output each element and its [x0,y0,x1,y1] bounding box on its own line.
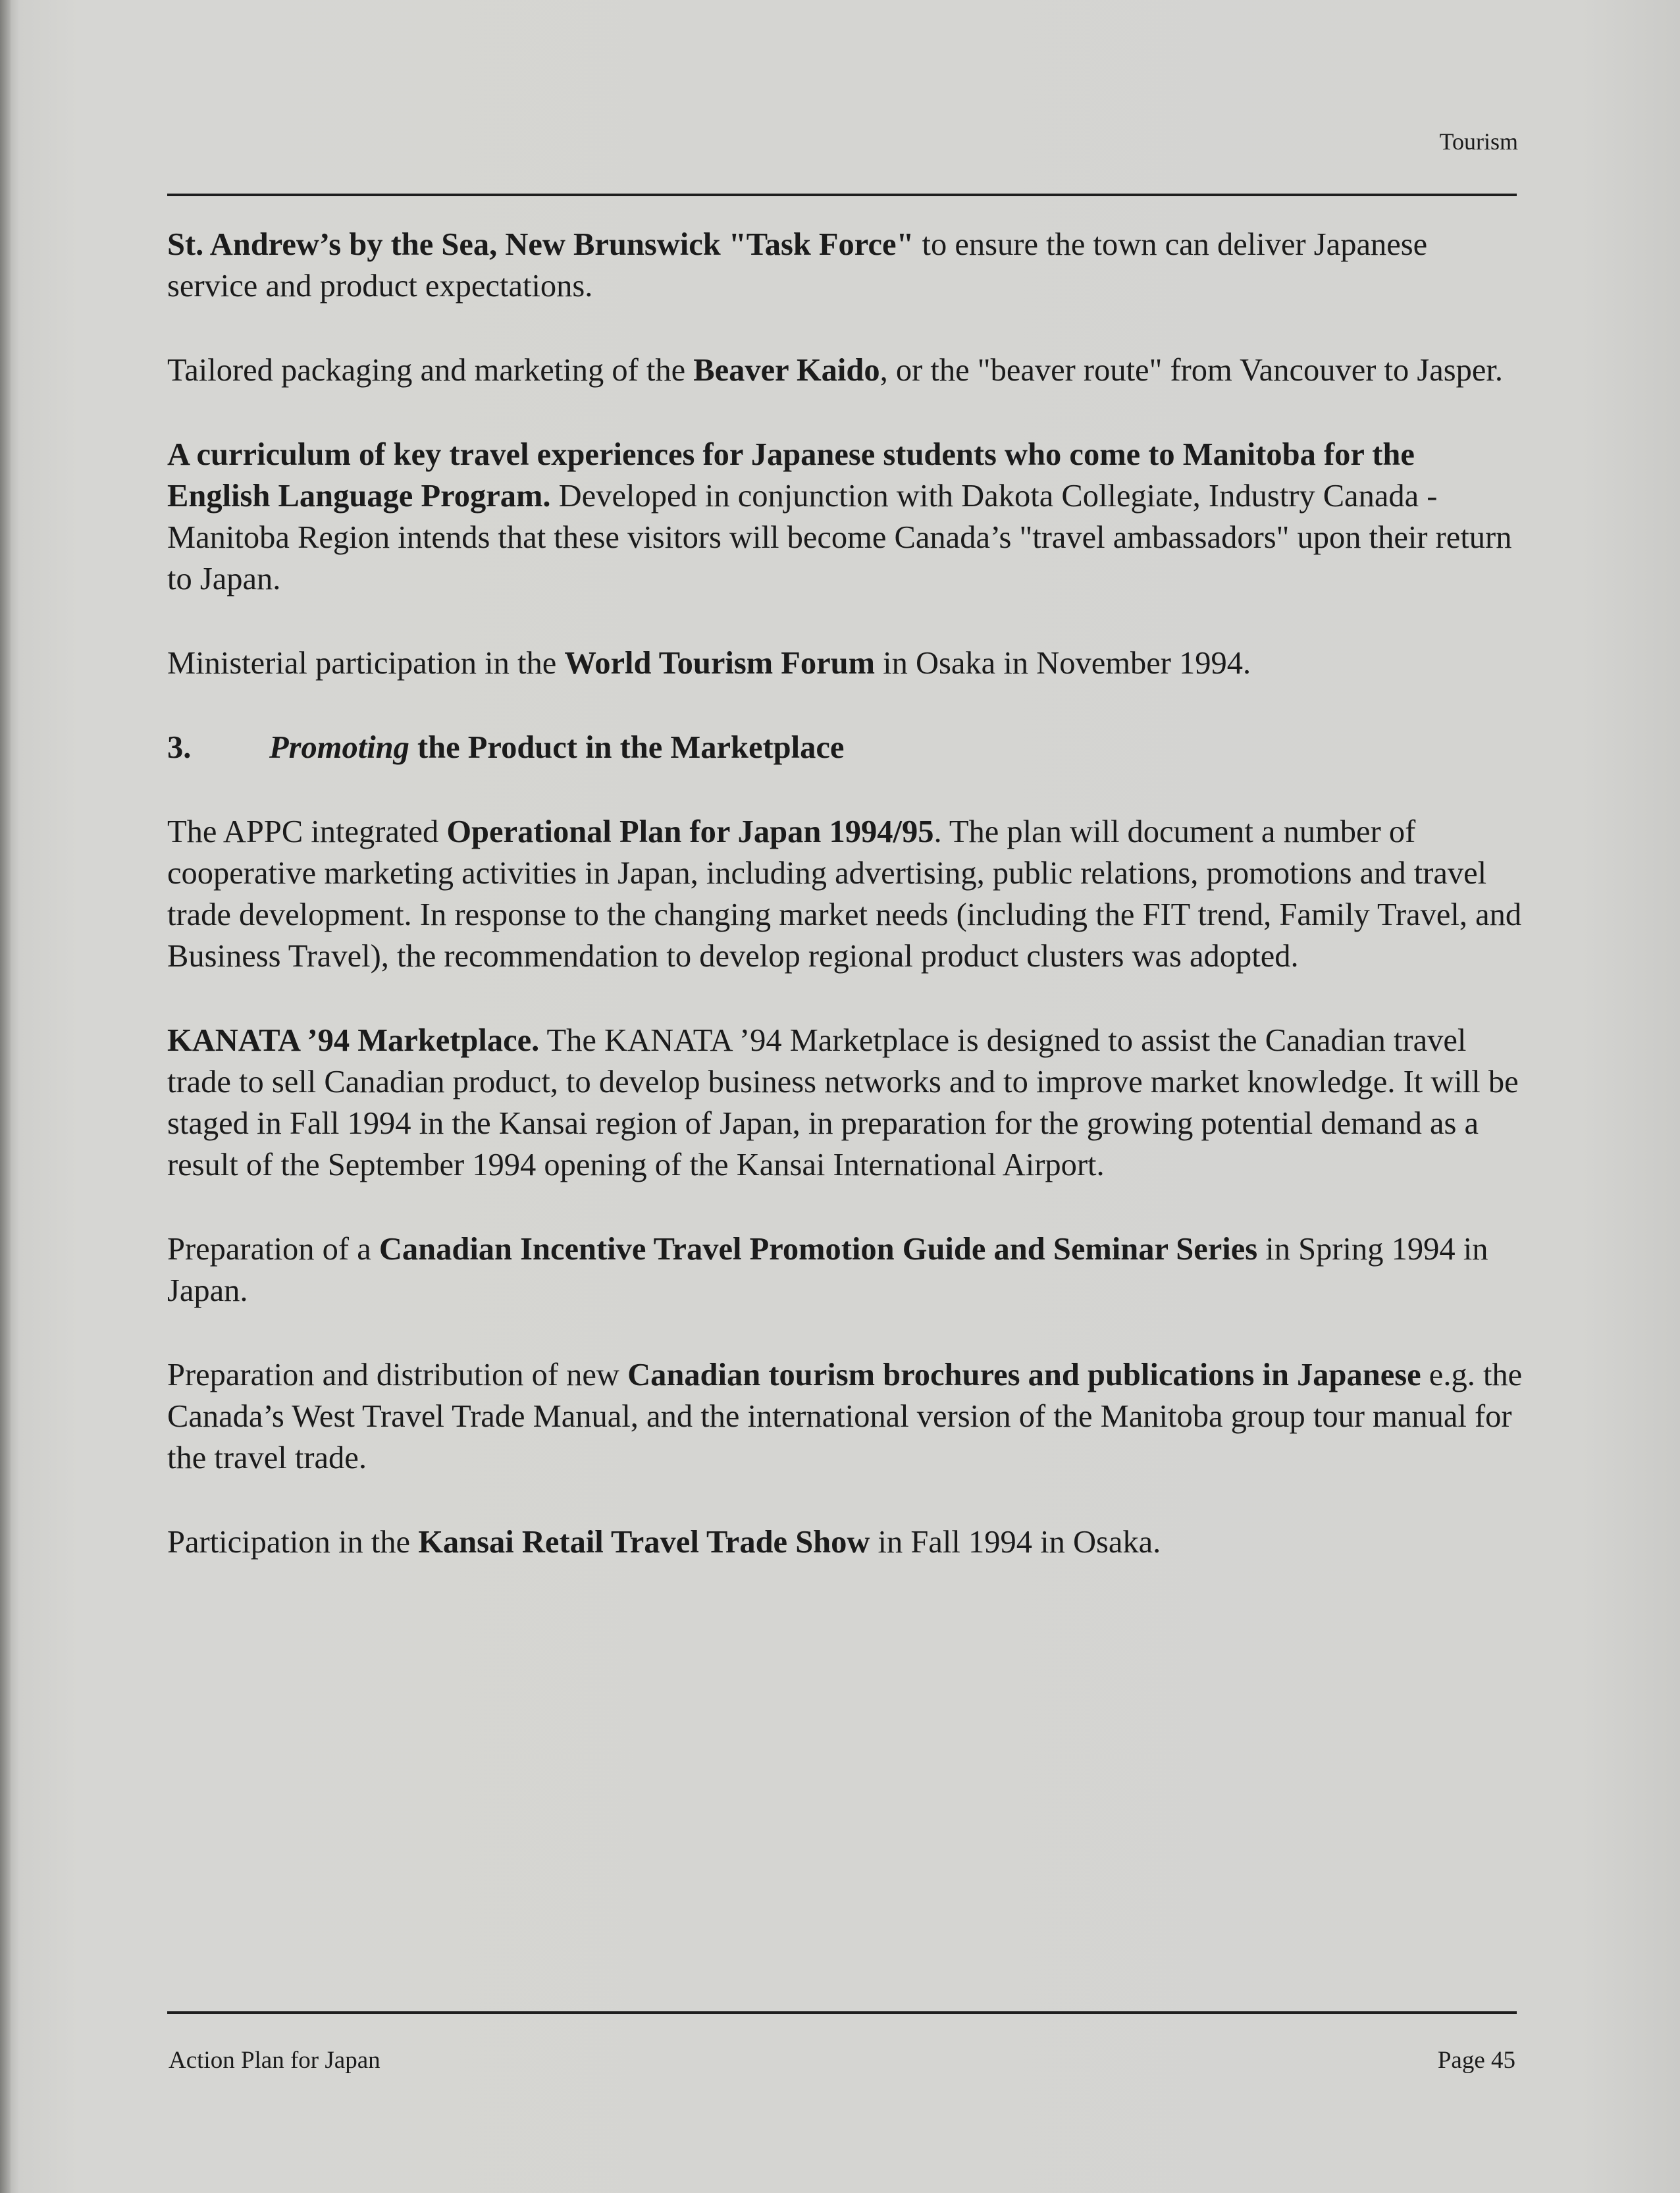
paragraph-text: Developed in conjunction with Dakota Collegiate, Industry Canada - Manitoba Region intends that these visitors will become Canada’s "travel ambassadors" upon their return to Japan. [167,479,1512,596]
page-body [167,224,1523,1606]
section-title-rest: the Product in the Marketplace [409,730,845,765]
paragraph-incentive-guide [167,1229,1523,1311]
paragraph-text: Participation in the [167,1525,419,1560]
paragraph-task-force [167,224,1523,307]
section-title [269,727,844,768]
running-header: Tourism [1439,128,1518,155]
paragraph-text: Tailored packaging and marketing of the [167,353,694,388]
footer-rule [167,2011,1517,2014]
bold-phrase: A curriculum of key travel experiences for Japanese students who come to Manitoba for the English Language Program. [167,437,1415,514]
paragraph-text: Preparation of a [167,1232,379,1267]
bold-phrase: World Tourism Forum [564,646,876,681]
header-rule [167,194,1517,196]
paragraph-beaver-kaido [167,350,1523,391]
bold-phrase: KANATA ’94 Marketplace. [167,1023,540,1058]
paragraph-text: e.g. the Canada’s West Travel Trade Manual, and the international version of the Manitoba group tour manual for the travel trade. [167,1358,1523,1475]
paragraph-text: , or the "beaver route" from Vancouver to Jasper. [879,353,1504,388]
bold-phrase: St. Andrew’s by the Sea, New Brunswick "Task Force" [167,227,914,262]
section-title-italic: Promoting [269,730,409,765]
paragraph-text: Preparation and distribution of new [167,1358,628,1392]
paragraph-text: The APPC integrated [167,814,447,849]
paragraph-trade-show [167,1521,1523,1563]
bold-phrase: Canadian tourism brochures and publications in Japanese [627,1358,1421,1392]
paragraph-text: Ministerial participation in the [167,646,565,681]
paragraph-text: in Osaka in November 1994. [875,646,1251,681]
section-number: 3. [167,730,192,765]
paragraph-text: to ensure the town can deliver Japanese service and product expectations. [167,227,1428,304]
paragraph-world-tourism-forum [167,643,1523,684]
bold-phrase: Operational Plan for Japan 1994/95 [446,814,934,849]
page-number: Page 45 [1437,2047,1515,2074]
paragraph-curriculum [167,434,1523,600]
paragraph-text: in Fall 1994 in Osaka. [870,1525,1161,1560]
paragraph-text: in Spring 1994 in Japan. [167,1232,1488,1308]
paragraph-text: . The plan will document a number of cooperative marketing activities in Japan, including advertising, public relations, promotions and travel trade development. In response to the changing market needs (including the FIT trend, Family Travel, and Business Travel), the recommendation to develop regional product clusters was adopted. [167,814,1522,974]
section-heading [167,727,1523,768]
footer-document-title: Action Plan for Japan [169,2047,381,2074]
paragraph-operational-plan [167,811,1523,977]
paragraph-text: The KANATA ’94 Marketplace is designed to assist the Canadian travel trade to sell Canadian product, to develop business networks and to improve market knowledge. It will be staged in Fall 1994 in the Kansai region of Japan, in preparation for the growing potential demand as a result of the September 1994 opening of the Kansai International Airport. [167,1023,1519,1182]
paragraph-kanata [167,1020,1523,1186]
bold-phrase: Canadian Incentive Travel Promotion Guide and Seminar Series [379,1232,1258,1267]
page-binding-edge [0,0,11,2193]
paragraph-brochures [167,1354,1523,1479]
bold-phrase: Kansai Retail Travel Trade Show [418,1525,870,1560]
bold-phrase: Beaver Kaido [693,353,880,388]
